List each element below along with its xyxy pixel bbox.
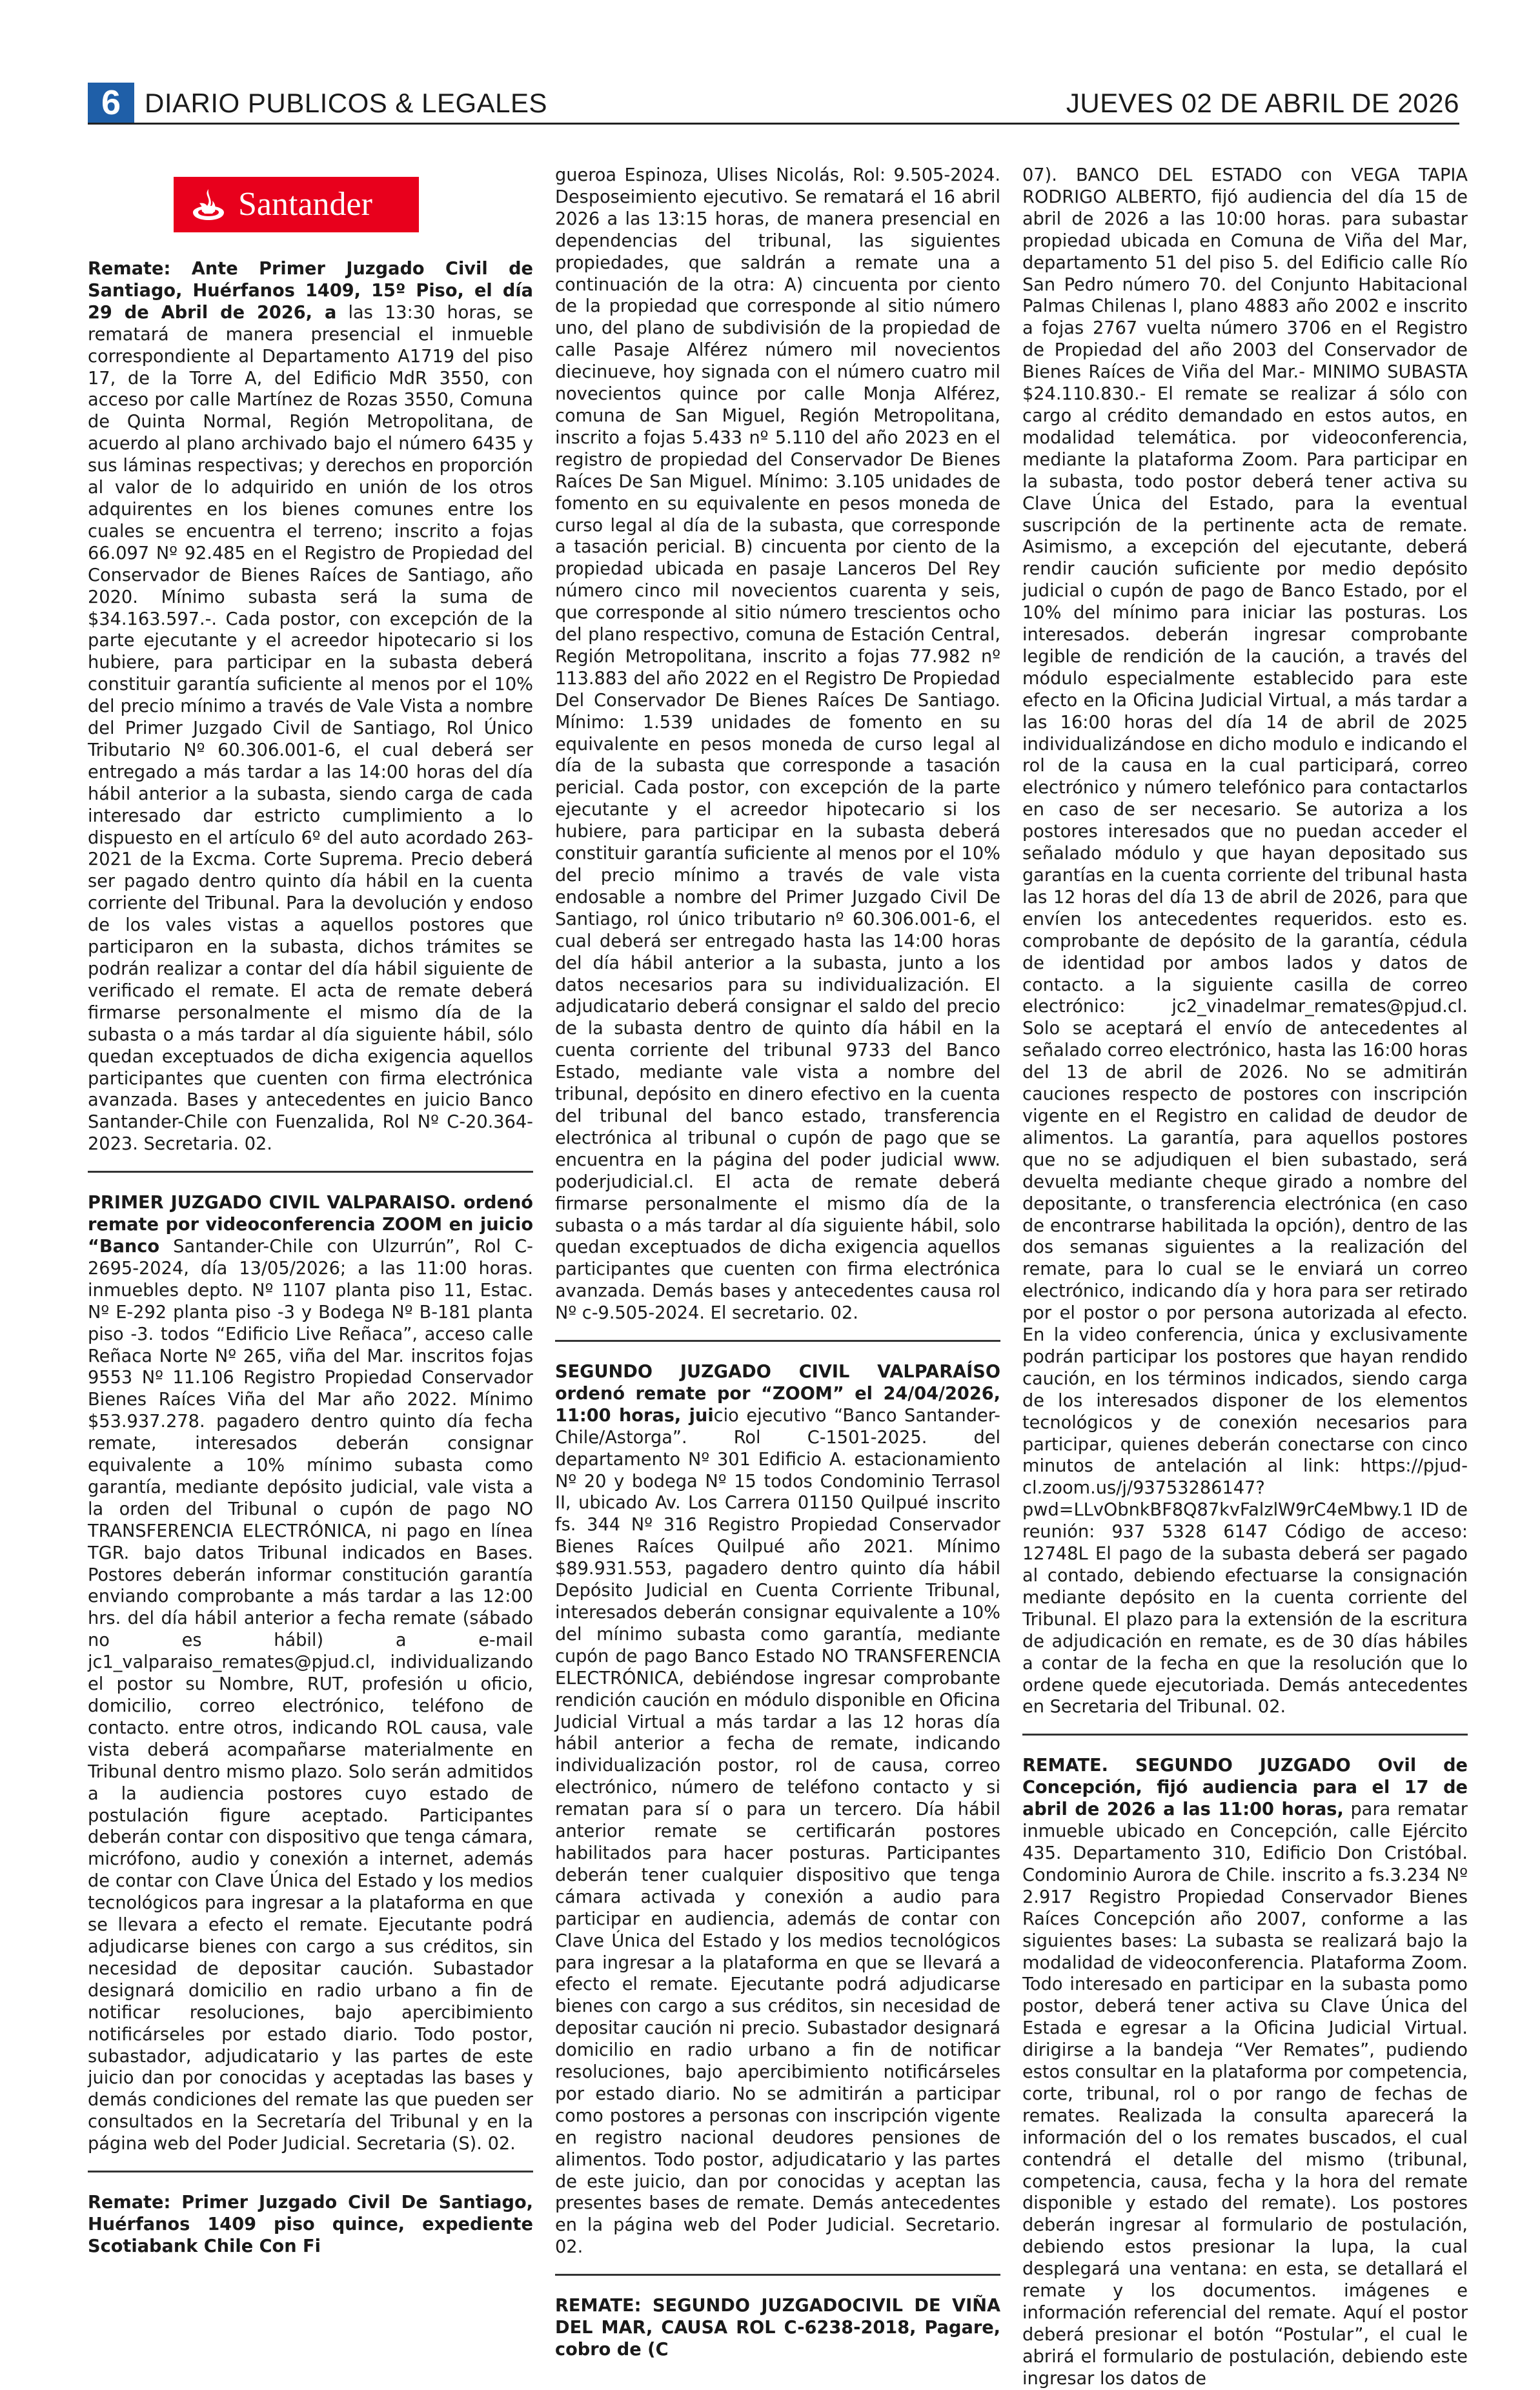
notice-body: 07). BANCO DEL ESTADO con VEGA TAPIA RODRIGO ALBERTO, fijó audiencia del día 15 de abril de 2026 a las 10:00 horas. para subastar propiedad ubicada en Comuna de Viña del Mar, departamento 51 del piso 5. del Edificio calle Río San Pedro número 70. del Conjunto Habitacional Palmas Chilenas l, plano 4883 año 2002 e inscrito a fojas 2767 vuelta número 3706 en el Registro de Propiedad del año 2003 del Conservador de Bienes Raíces de Viña del Mar.- MINIMO SUBASTA $24.110.830.- El remate se realizar á sólo con cargo al crédito demandado en estos autos, en modalidad telemática. por videoconferencia, mediante la plataforma Zoom. Para participar en la subasta, todo postor deberá tener activa su Clave Única del Estado, para la eventual suscripción de la pertinente acta de remate. Asimismo, a excepción del ejecutante, deberá rendir caución suficiente por medio depósito judicial o cupón de pago de Banco Estado, por el 10% del mínimo para iniciar las posturas. Los interesados. deberán ingresar comprobante legible de rendición de la caución, a través del módulo especialmente establecido para este efecto en la Oficina Judicial Virtual, a más tardar a las 16:00 horas del día 14 de abril de 2025 individualizándose en dicho modulo e indicando el rol de la causa en la cual participará, correo electrónico y número telefónico para contactarlos en caso de ser necesario. Se autoriza a los postores interesados que no puedan acceder el señalado módulo y que hayan depositado sus garantías en la cuenta corriente del tribunal hasta las 12 horas del día 13 de abril de 2026, para que envíen los antecedentes requeridos. esto es. comprobante de depósito de la garantía, cédula de identidad por ambos lados y datos de contacto. a la siguiente casilla de correo electrónico: jc2_vinadelmar_remates@pjud.cl. Solo se aceptará el envío de antecedentes al señalado correo electrónico, hasta las 16:00 horas del 13 de abril de 2026. No se admitirán cauciones respecto de postores con inscripción vigente en el Registro en calidad de deudor de alimentos. La garantía, para aquellos postores que no se adjudiquen el bien subastado, será devuelta mediante cheque girado a nombre del depositante, o transferencia electrónica (en caso de encontrarse habilitada la opción), dentro de las dos semanas siguientes a la realización del remate, para lo cual se le enviará un correo electrónico, indicando día y hora para ser retirado por el postor o por persona autorizada al efecto. En la video conferencia, única y exclusivamente podrán participar los postores que hayan rendido caución, en los términos indicados, siendo carga de los interesados disponer de los elementos tecnológicos y de conexión necesarios para participar, quienes deberán conectarse con cinco minutos de antelación al link: https://pjud-cl.zoom.us/j/93753286147?pwd=LLvObnkBF8Q87kvFalzlW9rC4eMbwy.1 ID de reunión: 937 5328 6147 Código de acceso: 12748L El pago de la subasta deberá ser pagado al contado, debiendo efectuarse la consignación mediante depósito en la cuenta corriente del Tribunal. El plazo para la extensión de la escritura de adjudicación en remate, es de 30 días hábiles a contar de la fecha en que la resolución que lo ordene quede ejecutoriada. Demás antecedentes en Secretaria del Tribunal. 02. [1022,165,1468,1717]
notice-body: cio ejecutivo “Banco Santander-Chile/Astorga”. Rol C-1501-2025. del departamento Nº 301 Edificio A. estacionamiento Nº 20 y bodega Nº 15 todos Condominio Terrasol II, ubicado Av. Los Carrera 01150 Quilpué inscrito fs. 344 Nº 316 Registro Propiedad Conservador Bienes Raíces Quilpué año 2021. Mínimo $89.931.553, pagadero dentro quinto día hábil Depósito Judicial en Cuenta Corriente Tribunal, interesados deberán consignar equivalente a 10% del mínimo subasta como garantía, mediante cupón de pago Banco Estado NO TRANSFERENCIA ELECTRÓNICA, debiéndose ingresar comprobante rendición caución en módulo disponible en Oficina Judicial Virtual a más tardar a las 12 horas día hábil anterior a fecha de remate, indicando individualización postor, rol de causa, correo electrónico, número de teléfono contacto y si rematan para sí o para un tercero. Día hábil anterior remate se certificarán postores habilitados para hacer posturas. Participantes deberán tener cualquier dispositivo que tenga cámara activada y conexión a audio para participar en audiencia, además de contar con Clave Única del Estado y los medios tecnológicos para ingresar a la plataforma en que se llevará a efecto el remate. Ejecutante podrá adjudicarse bienes con cargo a sus créditos, sin necesidad de depositar caución ni precio. Subastador designará domicilio en radio urbano a fin de notificar resoluciones, bajo apercibimiento notificárseles por estado diario. No se admitirán a participar como postores a personas con inscripción vigente en registro nacional deudores pensiones de alimentos. Todo postor, adjudicatario y las partes de este juicio, dan por conocidas y aceptan las presentes bases de remate. Demás antecedentes en la página web del Poder Judicial. Secretario. 02. [555,1405,1000,2258]
logo-wordmark: Santander [238,186,372,223]
publication-title: DIARIO PUBLICOS & LEGALES [145,88,548,118]
santander-logo [174,177,419,232]
notice-scotiabank-continued [555,165,1000,1324]
notice-lead: SEGUNDO JUZGADO CIVIL VALPARAÍSO ordenó remate por “ZOOM” el 24/04/2026, 11:00 horas, jui [555,1362,1000,1426]
notice-lead: REMATE. SEGUNDO JUZGADO Ovil de Concepción, fijó audiencia para el 17 de abril de 2026 a las 11:00 horas, [1022,1756,1468,1820]
column-2 [555,165,1000,2360]
notice-santander-quinta-normal [88,258,533,1155]
notice-separator [555,2274,1000,2276]
notice-separator [1022,1734,1468,1736]
column-3 [1022,165,1468,2389]
notice-scotiabank-figueroa [88,2192,533,2258]
notice-body: para rematar inmueble ubicado en Concepción, calle Ejército 435. Departamento 310, Edificio Don Cristóbal. Condominio Aurora de Chile. inscrito a fs.3.234 Nº 2.917 Registro Propiedad Conservador Bienes Raíces Concepción año 2007, conforme a las siguientes bases: La subasta se realizará bajo la modalidad de videoconferencia. Plataforma Zoom. Todo interesado en participar en la subasta pomo postor, deberá tener activa su Clave Única del Estada e egresar a la Oficina Judicial Virtual. dirigirse a la bandeja “Ver Remates”, pudiendo estos consultar en la plataforma por competencia, corte, tribunal, rol o por rango de fechas de remates. Realizada la consulta aparecerá la información del o los remates buscados, el cual contendrá el detalle del mismo (tribunal, competencia, causa, fecha y la hora del remate disponible y estado del remate). Los postores deberán ingresar al formulario de postulación, debiendo estos presionar la lupa, la cual desplegará una ventana: en esta, se detallará el remate y los documentos. imágenes e información referencial del remate. Aquí el postor deberá presionar el botón “Postular”, el cual le abrirá el formulario de postulación, debiendo este ingresar los datos de [1022,1799,1468,2389]
notice-lead: Remate: Ante Primer Juzgado Civil de Santiago, Huérfanos 1409, 15º Piso, el día 29 de Abril de 2026, a [88,259,533,323]
issue-date: JUEVES 02 DE ABRIL DE 2026 [1066,88,1459,118]
notice-separator [88,1171,533,1173]
notice-lead: REMATE: SEGUNDO JUZGADOCIVIL DE VIÑA DEL MAR, CAUSA ROL C-6238-2018, Pagare, cobro de (C [555,2296,1000,2360]
notice-concepcion [1022,1755,1468,2389]
column-1 [88,169,533,2256]
notice-body: Santander-Chile con Ulzurrún”, Rol C-2695-2024, día 13/05/2026; a las 11:00 horas. inmuebles depto. Nº 1107 planta piso 11, Estac. Nº E-292 planta piso -3 y Bodega Nº B-181 planta piso -3. todos “Edificio Live Reñaca”, acceso calle Reñaca Norte Nº 265, viña del Mar. inscritos fojas 9553 Nº 11.106 Registro Propiedad Conservador Bienes Raíces Viña del Mar año 2022. Mínimo $53.937.278. pagadero dentro quinto día fecha remate, interesados deberán consignar equivalente a 10% mínimo subasta como garantía, mediante depósito judicial, vale vista a la orden del Tribunal o cupón de pago NO TRANSFERENCIA ELECTRÓNICA, ni pago en línea TGR. bajo datos Tribunal indicados en Bases. Postores deberán informar constitución garantía enviando comprobante a más tardar a las 12:00 hrs. del día hábil anterior a fecha remate (sábado no es hábil) a e-mail jc1_valparaiso_remates@pjud.cl, individualizando el postor su Nombre, RUT, profesión u oficio, domicilio, correo electrónico, teléfono de contacto. entre otros, indicando ROL causa, vale vista deberá acompañarse materialmente en Tribunal dentro mismo plazo. Solo serán admitidos a la audiencia postores cuyo estado de postulación figure aceptado. Participantes deberán contar con dispositivo que tenga cámara, micrófono, audio y conexión a internet, además de contar con Clave Única del Estado y los medios tecnológicos para ingresar a la plataforma en que se llevara a efecto el remate. Ejecutante podrá adjudicarse bienes con cargo a sus créditos, sin necesidad de depositar caución. Subastador designará domicilio en radio urbano a fin de notificar resoluciones, bajo apercibimiento notificárseles por estado diario. Todo postor, subastador, adjudicatario y las partes de este juicio dan por conocidas y aceptadas las bases y demás condiciones del remate las que pueden ser consultados en la Secretaría del Tribunal y en la página web del Poder Judicial. Secretaria (S). 02. [88,1236,533,2154]
notice-body: las 13:30 horas, se rematará de manera presencial el inmueble correspondiente al Departamento A1719 del piso 17, de la Torre A, del Edificio MdR 3550, con acceso por calle Martínez de Rozas 3550, Comuna de Quinta Normal, Región Metropolitana, de acuerdo al plano archivado bajo el número 6435 y sus láminas respectivas; y derechos en proporción al valor de lo adquirido en unión de los otros adquirentes en los bienes comunes entre los cuales se encuentra el terreno; inscrito a fojas 66.097 Nº 92.485 en el Registro de Propiedad del Conservador de Bienes Raíces de Santiago, año 2020. Mínimo subasta será la suma de $34.163.597.-. Cada postor, con excepción de la parte ejecutante y el acreedor hipotecario si los hubiere, para participar en la subasta deberá constituir garantía suficiente al menos por el 10% del precio mínimo a través de Vale Vista a nombre del Primer Juzgado Civil de Santiago, Rol Único Tributario Nº 60.306.001-6, el cual deberá ser entregado a más tardar a las 14:00 horas del día hábil anterior a la subasta, siendo carga de cada interesado dar estricto cumplimiento a lo dispuesto en el artículo 6º del auto acordado 263-2021 de la Excma. Corte Suprema. Precio deberá ser pagado dentro quinto día hábil en la cuenta corriente del Tribunal. Para la devolución y endoso de los vales vistas a aquellos postores que participaron en la subasta, dichos trámites se podrán realizar a contar del día hábil siguiente de verificado el remate. El acta de remate deberá firmarse personalmente el mismo día de la subasta o a más tardar al día siguiente hábil, sólo quedan exceptuados de dicha exigencia aquellos participantes que cuenten con firma electrónica avanzada. Bases y antecedentes en juicio Banco Santander-Chile con Fuenzalida, Rol Nº C-20.364-2023. Secretaria. 02. [88,302,533,1155]
notice-vina-del-mar-vega [555,2295,1000,2361]
notice-valparaiso-astorga [555,1361,1000,2258]
page-number: 6 [88,83,134,123]
notice-body: gueroa Espinoza, Ulises Nicolás, Rol: 9.505-2024. Desposeimiento ejecutivo. Se rematará el 16 abril 2026 a las 13:15 horas, de manera presencial en dependencias del tribunal, las siguientes propiedades, que saldrán a remate una a continuación de la otra: A) cincuenta por ciento de la propiedad que corresponde al sitio número uno, del plano de subdivisión de la propiedad de calle Pasaje Alférez número mil novecientos diecinueve, hoy signada con el número cuatro mil novecientos quince por calle Monja Alférez, comuna de San Miguel, Región Metropolitana, inscrito a fojas 5.433 nº 5.110 del año 2023 en el registro de propiedad del Conservador De Bienes Raíces De San Miguel. Mínimo: 3.105 unidades de fomento en su equivalente en pesos moneda de curso legal al día de la subasta, que corresponde a tasación pericial. B) cincuenta por ciento de la propiedad ubicada en pasaje Lanceros Del Rey número cinco mil novecientos cuarenta y seis, que corresponde al sitio número trescientos ocho del plano respectivo, comuna de Estación Central, Región Metropolitana, inscrito a fojas 77.982 nº 113.883 del año 2022 en el Registro De Propiedad Del Conservador De Bienes Raíces De Santiago. Mínimo: 1.539 unidades de fomento en su equivalente en pesos moneda de curso legal al día de la subasta que corresponde a tasación pericial. Cada postor, con excepción de la parte ejecutante y el acreedor hipotecario si los hubiere, para participar en la subasta deberá constituir garantía suficiente al menos por el 10% del precio mínimo a través de vale vista endosable a nombre del Primer Juzgado Civil De Santiago, rol único tributario nº 60.306.001-6, el cual deberá ser entregado hasta las 14:00 horas del día hábil anterior a la subasta, junto a los datos necesarios para su individualización. El adjudicatario deberá consignar el saldo del precio de la subasta dentro de quinto día hábil en la cuenta corriente del tribunal 9733 del Banco Estado, mediante vale vista a nombre del tribunal, depósito en dinero efectivo en la cuenta del tribunal del banco estado, transferencia electrónica al tribunal o cupón de pago que se encuentra en la página del poder judicial www. poderjudicial.cl. El acta de remate deberá firmarse personalmente el mismo día de la subasta o a más tardar al día siguiente hábil, solo quedan exceptuados de dicha exigencia aquellos participantes que cuenten con firma electrónica avanzada. Demás bases y antecedentes causa rol Nº c-9.505-2024. El secretario. 02. [555,165,1000,1324]
notice-separator [555,1340,1000,1342]
notice-separator [88,2171,533,2172]
header-rule [88,123,1459,125]
flame-icon [190,188,227,221]
page-header [88,80,1459,123]
notice-valparaiso-ulzurrun [88,1192,533,2155]
notice-lead: PRIMER JUZGADO CIVIL VALPARAISO. ordenó remate por videoconferencia ZOOM en juicio “Banco [88,1193,533,1257]
notice-vina-del-mar-continued [1022,165,1468,1718]
notice-lead: Remate: Primer Juzgado Civil De Santiago, Huérfanos 1409 piso quince, expediente Scotiabank Chile Con Fi [88,2193,533,2256]
